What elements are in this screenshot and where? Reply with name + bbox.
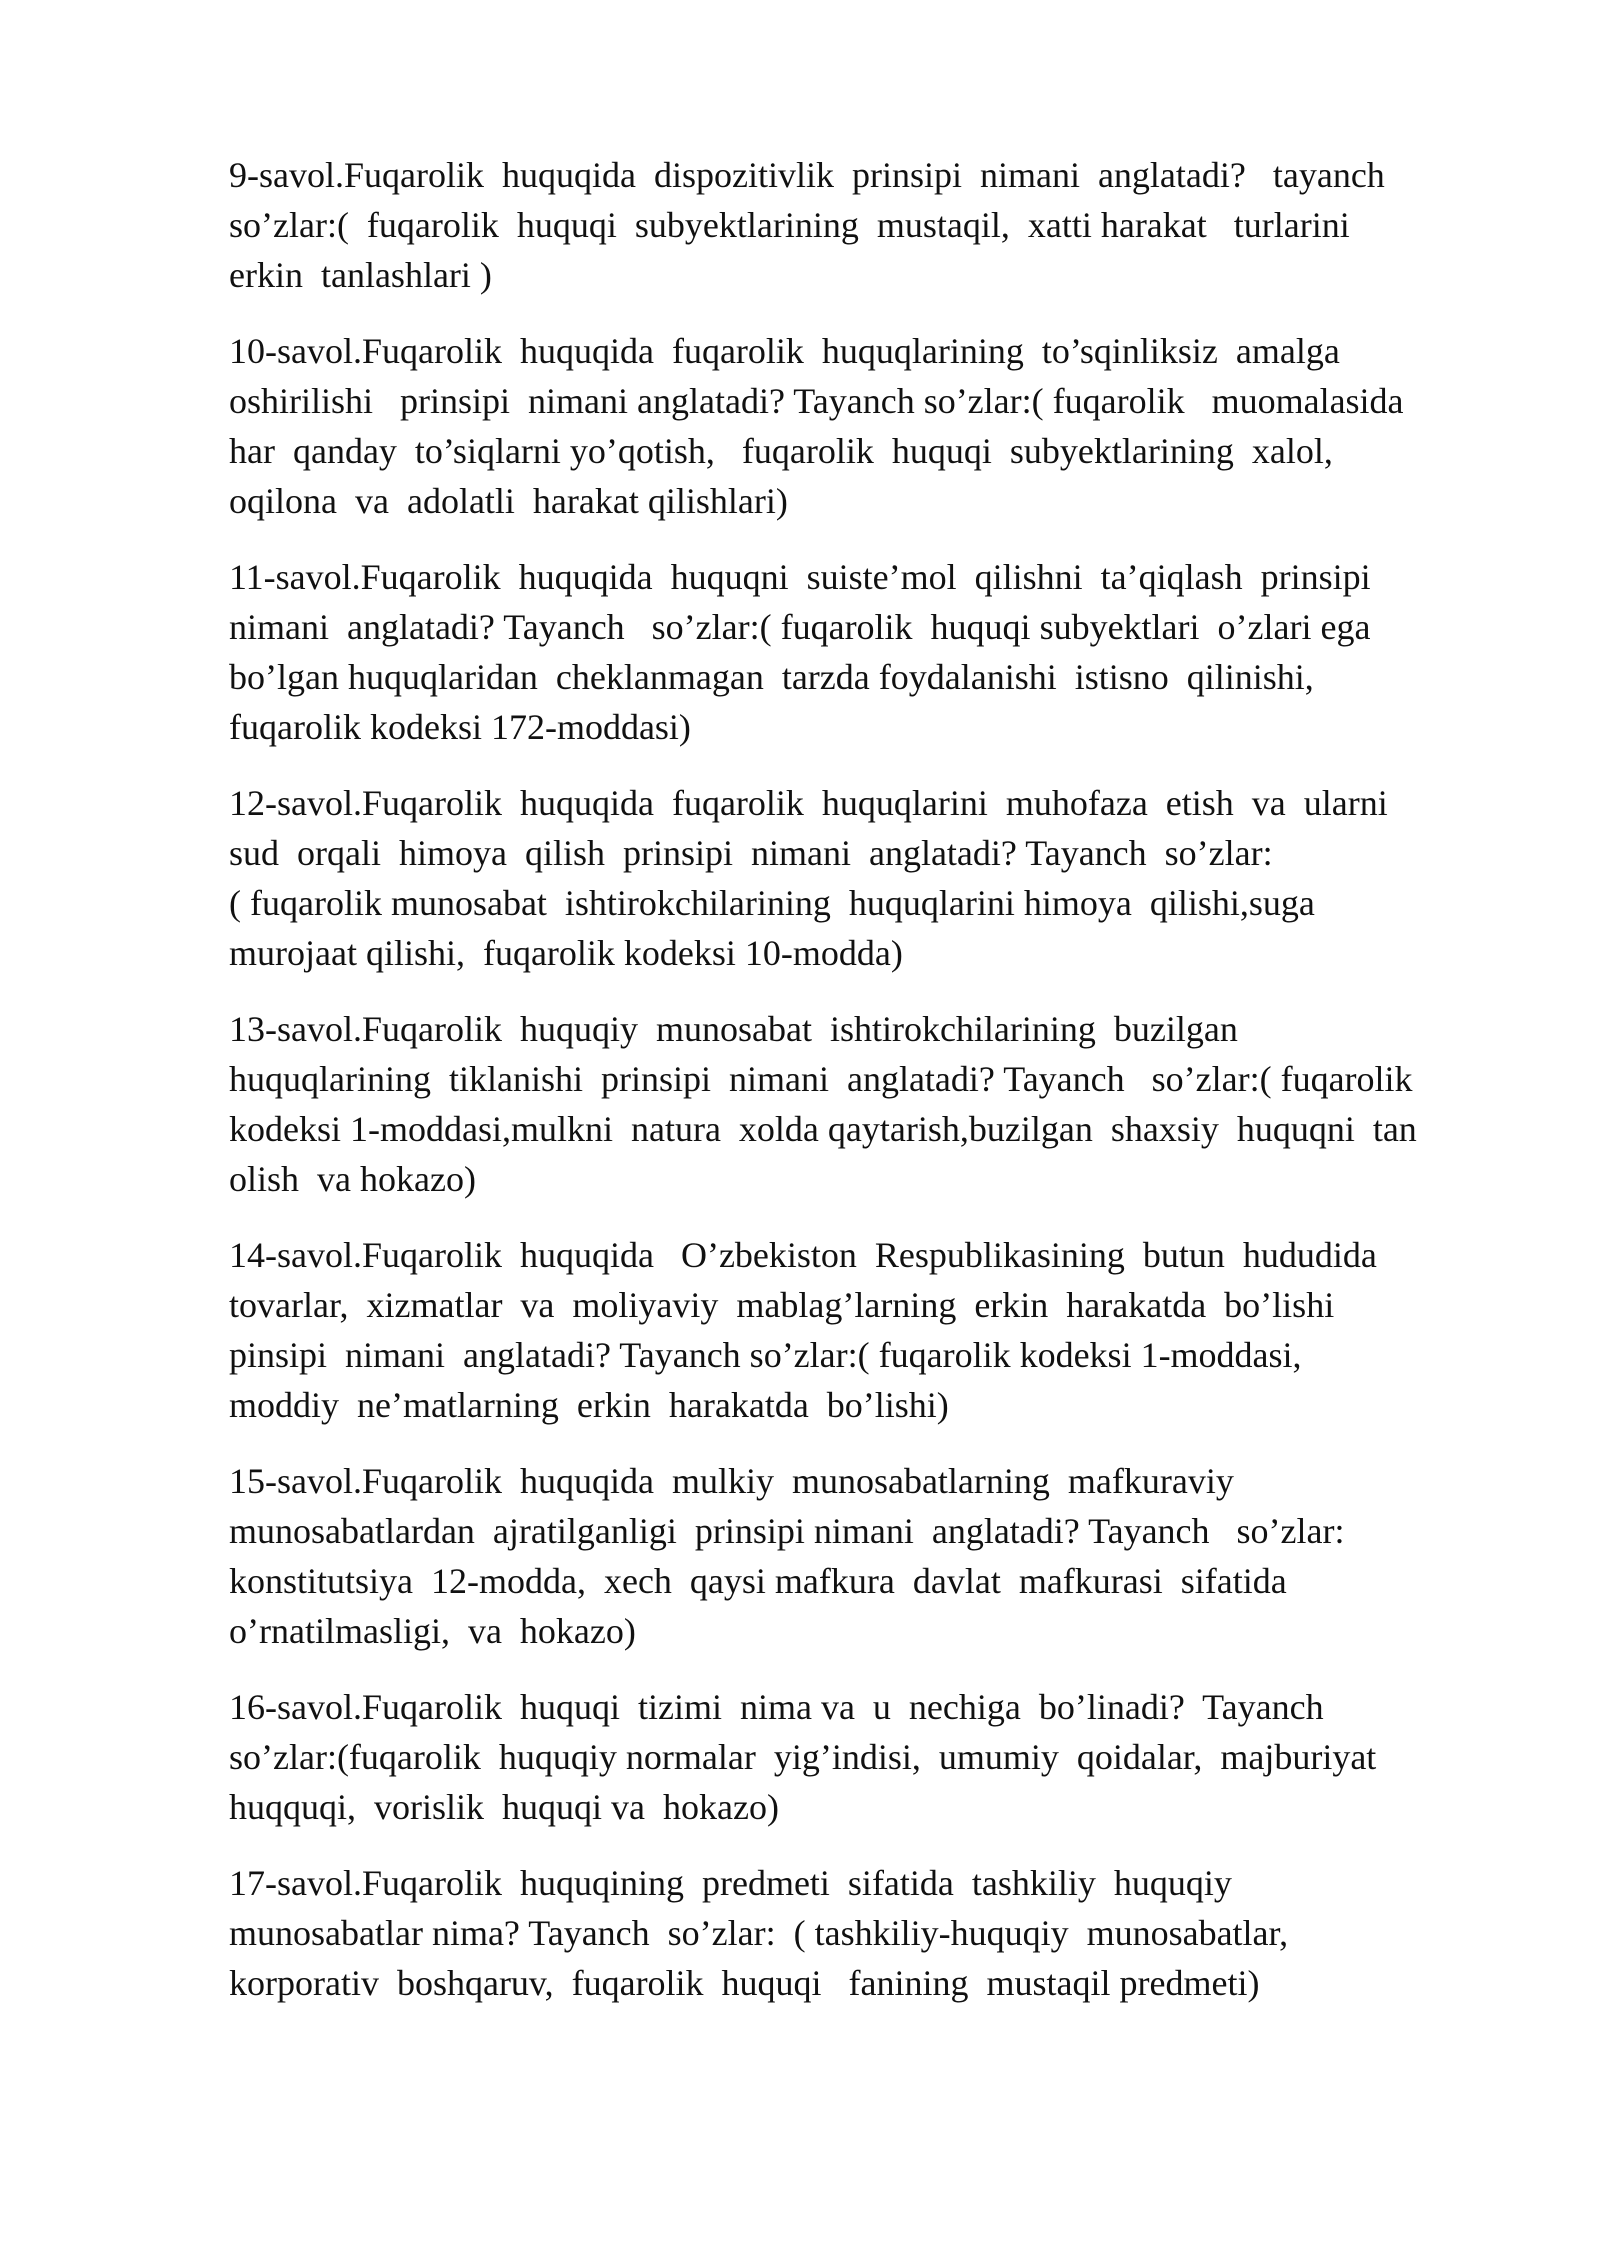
question-line: sud orqali himoya qilish prinsipi nimani anglatadi? Tayanch so’zlar: bbox=[229, 833, 1273, 873]
question-line: bo’lgan huquqlaridan cheklanmagan tarzda foydalanishi istisno qilinishi, bbox=[229, 657, 1314, 697]
question-line: 10-savol.Fuqarolik huquqida fuqarolik huquqlarining to’sqinliksiz amalga bbox=[229, 331, 1340, 371]
question-line: nimani anglatadi? Tayanch so’zlar:( fuqarolik huquqi subyektlari o’zlari ega bbox=[229, 607, 1371, 647]
question-line: ( fuqarolik munosabat ishtirokchilarining huquqlarini himoya qilishi,suga bbox=[229, 883, 1315, 923]
question-line: huqquqi, vorislik huquqi va hokazo) bbox=[229, 1787, 779, 1827]
question-line: oshirilishi prinsipi nimani anglatadi? Tayanch so’zlar:( fuqarolik muomalasida bbox=[229, 381, 1404, 421]
question-16 bbox=[229, 1682, 1489, 1832]
question-line: oqilona va adolatli harakat qilishlari) bbox=[229, 481, 788, 521]
question-line: 14-savol.Fuqarolik huquqida O’zbekiston Respublikasining butun hududida bbox=[229, 1235, 1377, 1275]
question-line: 11-savol.Fuqarolik huquqida huquqni suiste’mol qilishni ta’qiqlash prinsipi bbox=[229, 557, 1371, 597]
document-body bbox=[229, 150, 1489, 2034]
question-12 bbox=[229, 778, 1489, 978]
question-line: 17-savol.Fuqarolik huquqining predmeti sifatida tashkiliy huquqiy bbox=[229, 1863, 1232, 1903]
question-17 bbox=[229, 1858, 1489, 2008]
question-line: olish va hokazo) bbox=[229, 1159, 476, 1199]
question-line: kodeksi 1-moddasi,mulkni natura xolda qaytarish,buzilgan shaxsiy huquqni tan bbox=[229, 1109, 1417, 1149]
question-line: konstitutsiya 12-modda, xech qaysi mafkura davlat mafkurasi sifatida bbox=[229, 1561, 1287, 1601]
question-15 bbox=[229, 1456, 1489, 1656]
question-line: 9-savol.Fuqarolik huquqida dispozitivlik prinsipi nimani anglatadi? tayanch bbox=[229, 155, 1385, 195]
question-line: 16-savol.Fuqarolik huquqi tizimi nima va u nechiga bo’linadi? Tayanch bbox=[229, 1687, 1324, 1727]
question-line: munosabatlar nima? Tayanch so’zlar: ( tashkiliy-huquqiy munosabatlar, bbox=[229, 1913, 1289, 1953]
question-line: munosabatlardan ajratilganligi prinsipi nimani anglatadi? Tayanch so’zlar: bbox=[229, 1511, 1345, 1551]
question-9 bbox=[229, 150, 1489, 300]
question-line: so’zlar:(fuqarolik huquqiy normalar yig’indisi, umumiy qoidalar, majburiyat bbox=[229, 1737, 1377, 1777]
question-14 bbox=[229, 1230, 1489, 1430]
question-line: 13-savol.Fuqarolik huquqiy munosabat ishtirokchilarining buzilgan bbox=[229, 1009, 1238, 1049]
question-line: o’rnatilmasligi, va hokazo) bbox=[229, 1611, 636, 1651]
question-line: so’zlar:( fuqarolik huquqi subyektlarining mustaqil, xatti harakat turlarini bbox=[229, 205, 1350, 245]
question-line: huquqlarining tiklanishi prinsipi nimani anglatadi? Tayanch so’zlar:( fuqarolik bbox=[229, 1059, 1413, 1099]
question-line: murojaat qilishi, fuqarolik kodeksi 10-modda) bbox=[229, 933, 903, 973]
question-line: korporativ boshqaruv, fuqarolik huquqi fanining mustaqil predmeti) bbox=[229, 1963, 1260, 2003]
question-line: 12-savol.Fuqarolik huquqida fuqarolik huquqlarini muhofaza etish va ularni bbox=[229, 783, 1388, 823]
question-13 bbox=[229, 1004, 1489, 1204]
question-line: pinsipi nimani anglatadi? Tayanch so’zlar:( fuqarolik kodeksi 1-moddasi, bbox=[229, 1335, 1302, 1375]
question-line: moddiy ne’matlarning erkin harakatda bo’lishi) bbox=[229, 1385, 949, 1425]
question-line: fuqarolik kodeksi 172-moddasi) bbox=[229, 707, 691, 747]
question-line: erkin tanlashlari ) bbox=[229, 255, 492, 295]
question-line: 15-savol.Fuqarolik huquqida mulkiy munosabatlarning mafkuraviy bbox=[229, 1461, 1234, 1501]
question-line: tovarlar, xizmatlar va moliyaviy mablag’larning erkin harakatda bo’lishi bbox=[229, 1285, 1335, 1325]
question-line: har qanday to’siqlarni yo’qotish, fuqarolik huquqi subyektlarining xalol, bbox=[229, 431, 1333, 471]
question-10 bbox=[229, 326, 1489, 526]
question-11 bbox=[229, 552, 1489, 752]
